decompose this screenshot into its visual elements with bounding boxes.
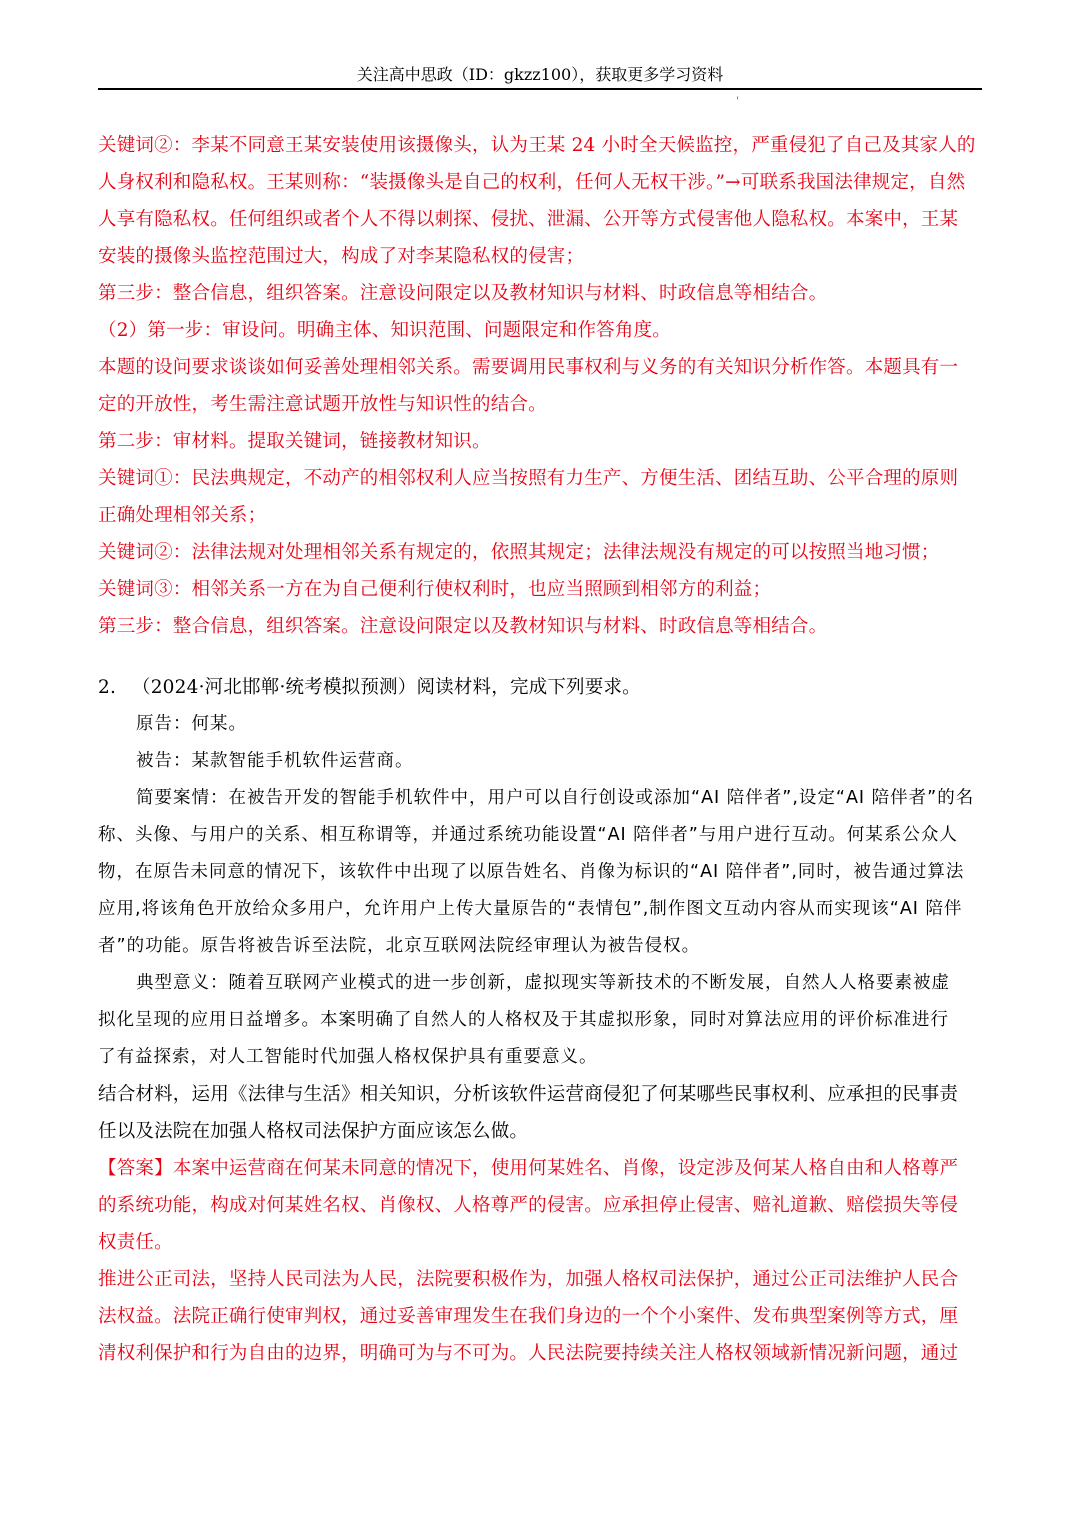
question-stem-text: （2024·河北邯郸·统考模拟预测）阅读材料，完成下列要求。 <box>132 677 641 698</box>
case-line: 应用,将该角色开放给众多用户，允许用户上传大量原告的“表情包”,制作图文互动内容从而实现该“AI 陪伴 <box>98 899 963 919</box>
answer-line: 推进公正司法，坚持人民司法为人民，法院要积极作为，加强人格权司法保护，通过公正司法维护人民合 <box>98 1269 959 1290</box>
stray-mark: ' <box>736 96 739 107</box>
analysis-line: 关键词②：李某不同意王某安装使用该摄像头，认为王某 24 小时全天候监控，严重侵犯了自己及其家人的 <box>98 135 976 156</box>
question-ask-line: 任以及法院在加强人格权司法保护方面应该怎么做。 <box>98 1121 529 1142</box>
question-ask-line: 结合材料，运用《法律与生活》相关知识，分析该软件运营商侵犯了何某哪些民事权利、应承担的民事责 <box>98 1084 959 1105</box>
meaning-line: 了有益探索，对人工智能时代加强人格权保护具有重要意义。 <box>98 1047 598 1067</box>
answer-tag: 【答案】 <box>98 1158 173 1179</box>
header-divider <box>98 88 982 90</box>
analysis-line: （2）第一步：审设问。明确主体、知识范围、问题限定和作答角度。 <box>98 320 671 341</box>
analysis-line: 第三步：整合信息，组织答案。注意设问限定以及教材知识与材料、时政信息等相结合。 <box>98 283 828 304</box>
analysis-line: 安装的摄像头监控范围过大，构成了对李某隐私权的侵害； <box>98 246 585 267</box>
answer-line: 的系统功能，构成对何某姓名权、肖像权、人格尊严的侵害。应承担停止侵害、赔礼道歉、赔偿损失等侵 <box>98 1195 959 1216</box>
answer-line: 法权益。法院正确行使审判权，通过妥善审理发生在我们身边的一个个小案件、发布典型案例等方式，厘 <box>98 1306 959 1327</box>
analysis-line: 正确处理相邻关系； <box>98 505 267 526</box>
answer-line: 权责任。 <box>98 1232 173 1253</box>
answer-text: 本案中运营商在何某未同意的情况下，使用何某姓名、肖像，设定涉及何某人格自由和人格尊严 <box>172 1158 959 1179</box>
meaning-line: 拟化呈现的应用日益增多。本案明确了自然人的人格权及于其虚拟形象，同时对算法应用的评价标准进行 <box>98 1010 949 1030</box>
analysis-line: 本题的设问要求谈谈如何妥善处理相邻关系。需要调用民事权利与义务的有关知识分析作答。本题具有一 <box>98 357 959 378</box>
defendant-line: 被告：某款智能手机软件运营商。 <box>136 751 414 771</box>
analysis-line: 定的开放性，考生需注意试题开放性与知识性的结合。 <box>98 394 547 415</box>
analysis-line: 第三步：整合信息，组织答案。注意设问限定以及教材知识与材料、时政信息等相结合。 <box>98 616 828 637</box>
case-line: 称、头像、与用户的关系、相互称谓等，并通过系统功能设置“AI 陪伴者”与用户进行互动。何某系公众人 <box>98 825 958 845</box>
analysis-line: 关键词①：民法典规定，不动产的相邻权利人应当按照有力生产、方便生活、团结互助、公平合理的原则 <box>98 468 959 489</box>
section-gap <box>98 645 982 669</box>
analysis-line: 关键词②：法律法规对处理相邻关系有规定的，依照其规定；法律法规没有规定的可以按照当地习惯； <box>98 542 940 563</box>
document-body <box>98 127 982 1372</box>
analysis-line: 人享有隐私权。任何组织或者个人不得以刺探、侵扰、泄漏、公开等方式侵害他人隐私权。本案中，王某 <box>98 209 959 230</box>
answer-first-line <box>98 1150 982 1187</box>
plaintiff-line: 原告：何某。 <box>136 714 247 734</box>
question-stem <box>98 669 982 706</box>
case-line: 物，在原告未同意的情况下，该软件中出现了以原告姓名、肖像为标识的“AI 陪伴者”,同时，被告通过算法 <box>98 862 965 882</box>
question-number: 2. <box>98 677 117 698</box>
analysis-line: 关键词③：相邻关系一方在为自己便利行使权利时，也应当照顾到相邻方的利益； <box>98 579 772 600</box>
analysis-line: 人身权利和隐私权。王某则称：“装摄像头是自己的权利，任何人无权干涉。”→可联系我国法律规定，自然 <box>98 172 966 193</box>
page-header: 关注高中思政（ID：gkzz100），获取更多学习资料 <box>356 65 724 84</box>
case-line: 简要案情：在被告开发的智能手机软件中，用户可以自行创设或添加“AI 陪伴者”,设定“AI 陪伴者”的名 <box>136 788 975 808</box>
meaning-line: 典型意义：随着互联网产业模式的进一步创新，虚拟现实等新技术的不断发展，自然人人格要素被虚 <box>136 973 950 993</box>
case-line: 者”的功能。原告将被告诉至法院，北京互联网法院经审理认为被告侵权。 <box>98 936 701 956</box>
analysis-line: 第二步：审材料。提取关键词，链接教材知识。 <box>98 431 491 452</box>
answer-line: 清权利保护和行为自由的边界，明确可为与不可为。人民法院要持续关注人格权领域新情况新问题，通过 <box>98 1343 959 1364</box>
